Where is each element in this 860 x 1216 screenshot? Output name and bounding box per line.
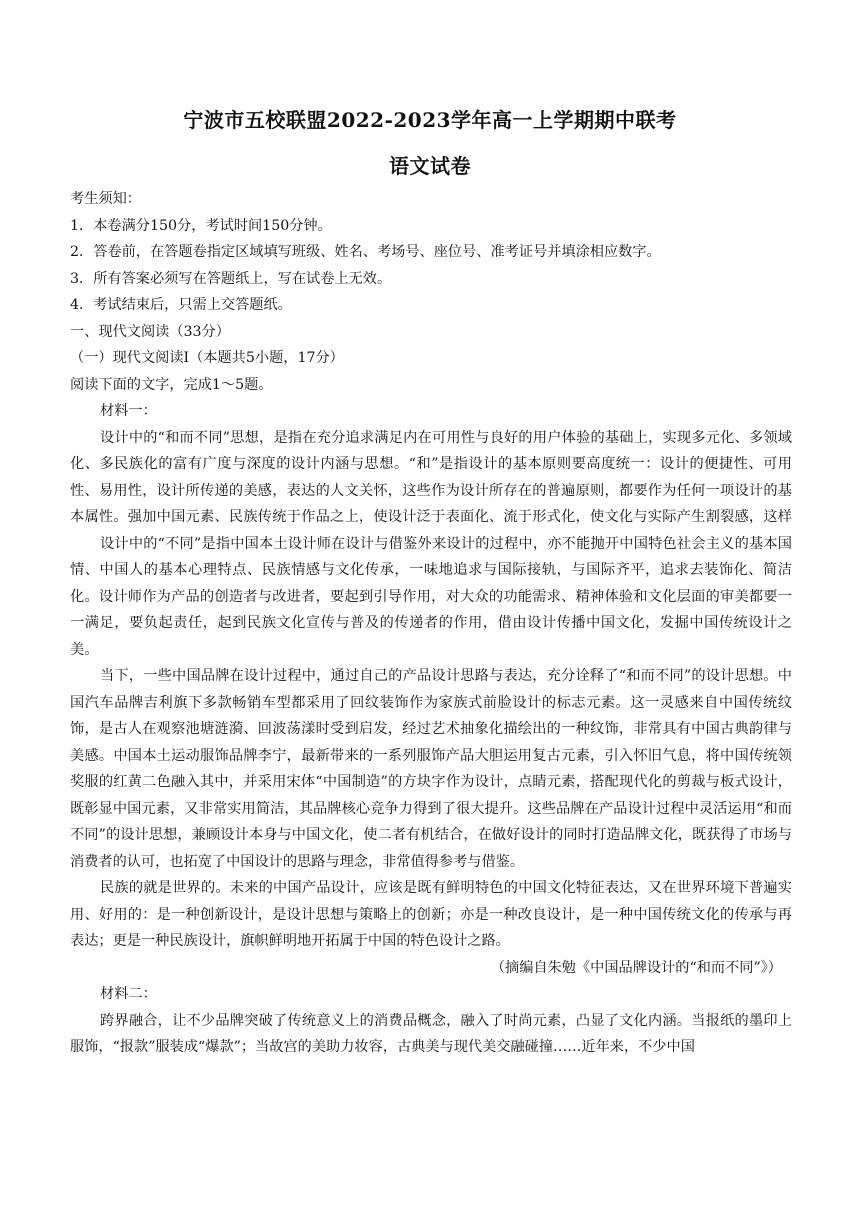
notice-item: 4．考试结束后，只需上交答题纸。 <box>70 297 292 313</box>
section-subheading: （一）现代文阅读Ⅰ（本题共5小题，17分） <box>70 350 344 366</box>
exam-subtitle: 语文试卷 <box>389 154 471 178</box>
material-two-paragraph: 跨界融合，让不少品牌突破了传统意义上的消费品概念，融入了时尚元素，凸显了文化内涵。当报纸的墨印上服饰，“报款”服装成“爆款”；当故宫的美助力妆容，古典美与现代美交融碰撞……近年来，不少中国 <box>70 1012 792 1055</box>
material-one-paragraph: 设计中的“和而不同”思想，是指在充分追求满足内在可用性与良好的用户体验的基础上，实现多元化、多领域化、多民族化的富有广度与深度的设计内涵与思想。“和”是指设计的基本原则要高度统一：设计的便捷性、可用性、易用性，设计所传递的美感，表达的人文关怀，这些作为设计所存在的普遍原则，都要作为任何一项设计的基本属性。强加中国元素、民族传统于作品之上，使设计泛于表面化、流于形式化，使文化与实际产生割裂感，这样 <box>70 429 792 525</box>
notice-heading: 考生须知： <box>70 191 141 207</box>
notice-block <box>70 186 792 425</box>
material-one-label: 材料一： <box>100 403 157 419</box>
material-two-label: 材料二： <box>100 986 157 1002</box>
material-one-paragraph: 设计中的“不同”是指中国本土设计师在设计与借鉴外来设计的过程中，亦不能抛开中国特色社会主义的基本国情、中国人的基本心理特点、民族情感与文化传承，一味地追求与国际接轨，与国际齐平，追求去装饰化、简洁化。设计师作为产品的创造者与改进者，要起到引导作用，对大众的功能需求、精神体验和文化层面的审美都要一一满足，要负起责任，起到民族文化宣传与普及的传递者的作用，借由设计传播中国文化，发掘中国传统设计之美。 <box>70 535 792 658</box>
notice-item: 3．所有答案必须写在答题纸上，写在试卷上无效。 <box>70 270 392 287</box>
section-heading: 一、现代文阅读（33分） <box>70 323 230 340</box>
exam-title: 宁波市五校联盟2022-2023学年高一上学期期中联考 <box>183 108 677 132</box>
notice-item: 2．答卷前，在答题卷指定区域填写班级、姓名、考场号、座位号、准考证号并填涂相应数字。 <box>70 244 661 260</box>
material-one-body <box>70 425 792 1061</box>
material-one-paragraph: 当下，一些中国品牌在设计过程中，通过自己的产品设计思路与表达，充分诠释了“和而不同”的设计思想。中国汽车品牌吉利旗下多款畅销车型都采用了回纹装饰作为家族式前脸设计的标志元素。这一灵感来自中国传统纹饰，是古人在观察池塘涟漪、回波荡漾时受到启发，经过艺术抽象化描绘出的一种纹饰，非常具有中国古典韵律与美感。中国本土运动服饰品牌李宁，最新带来的一系列服饰产品大胆运用复古元素，引入怀旧气息，将中国传统领奖服的红黄二色融入其中，并采用宋体“中国制造”的方块字作为设计，点睛元素，搭配现代化的剪裁与板式设计，既彰显中国元素，又非常实用简洁，其品牌核心竞争力得到了很大提升。这些品牌在产品设计过程中灵活运用“和而不同”的设计思想，兼顾设计本身与中国文化，使二者有机结合，在做好设计的同时打造品牌文化，既获得了市场与消费者的认可，也拓宽了中国设计的思路与理念，非常值得参考与借鉴。 <box>70 668 792 870</box>
reading-instruction: 阅读下面的文字，完成1～5题。 <box>70 376 273 393</box>
material-one-paragraph: 民族的就是世界的。未来的中国产品设计，应该是既有鲜明特色的中国文化特征表达，又在世界环境下普遍实用、好用的：是一种创新设计，是设计思想与策略上的创新；亦是一种改良设计，是一种中国传统文化的传承与再表达；更是一种民族设计，旗帜鲜明地开拓属于中国的特色设计之路。 <box>70 880 792 949</box>
notice-item: 1．本卷满分150分，考试时间150分钟。 <box>70 217 332 234</box>
material-one-source: （摘编自朱勉《中国品牌设计的“和而不同”》） <box>490 959 782 976</box>
